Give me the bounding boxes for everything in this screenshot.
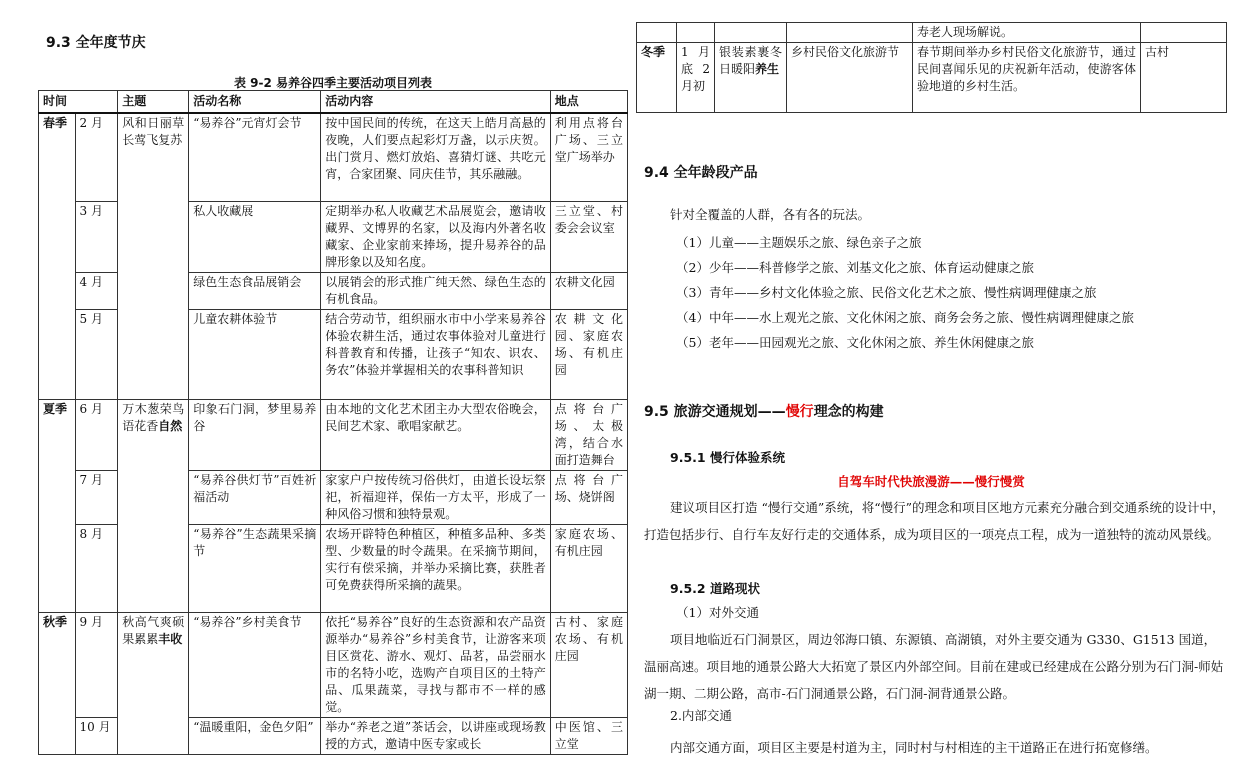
table-caption: 表 9-2 易养谷四季主要活动项目列表 (233, 76, 433, 90)
table-row (39, 113, 628, 201)
internal-traffic-body: 内部交通方面，项目区主要是村道为主，同时村与村相连的主干道路正在进行拓宽修缮。 (670, 740, 1158, 755)
title-highlight: 慢行 (785, 404, 814, 420)
month-cell: 2 月 (75, 113, 118, 201)
theme-winter-text: 银装素裹冬日暖阳 (719, 45, 782, 76)
month-cell: 8 月 (75, 524, 118, 612)
place-cell: 三立堂、村委会会议室 (550, 201, 627, 272)
place-cell: 点将台广场、太极湾，结合水面打造舞台 (550, 399, 627, 470)
season-spring: 春季 (39, 113, 76, 399)
title-pre: 9.5 旅游交通规划—— (644, 404, 786, 420)
activity-content-cell: 家家户户按传统习俗供灯，由道长设坛祭祀，祈福迎祥，保佑一方太平，形成了一种风俗习惯和独特景观。 (321, 470, 551, 524)
activity-content-cell: 春节期间举办乡村民俗文化旅游节，通过民间喜闻乐见的庆祝新年活动，使游客体验地道的乡村生活。 (913, 43, 1141, 113)
sec951-body: 建议项目区打造 “慢行交通”系统，将“慢行”的理念和项目区地方元素充分融合到交通系统的设计中，打造包括步行、自行车友好行走的交通体系，成为项目区的一项亮点工程，成为一道独特的流动风景线。 (644, 500, 1225, 542)
place-cell: 家庭农场、有机庄园 (550, 524, 627, 612)
sec94-intro: 针对全覆盖的人群，各有各的玩法。 (670, 207, 871, 222)
place-cell: 农耕文化园、家庭农场、有机庄园 (550, 309, 627, 399)
place-cell: 古村 (1141, 43, 1227, 113)
table-row (637, 23, 1227, 43)
header-theme: 主题 (118, 91, 189, 114)
activity-content-cell: 依托“易养谷”良好的生态资源和农产品资源举办“易养谷”乡村美食节，让游客来项目区赏花、游水、观灯、品茗，品尝丽水市的名特小吃，选购产自项目区的土特产品、瓜果蔬菜，寻找与都市不一样的感觉。 (321, 612, 551, 717)
title-post: 理念的构建 (813, 404, 884, 420)
place-cell: 点将台广场、烧饼阁 (550, 470, 627, 524)
activity-name-cell: “易养谷”乡村美食节 (189, 612, 321, 717)
theme-autumn-bold: 丰收 (158, 631, 183, 646)
theme-summer-bold: 自然 (158, 418, 183, 433)
list-item: （4）中年——水上观光之旅、文化休闲之旅、商务会务之旅、慢性病调理健康之旅 (676, 310, 1134, 325)
activity-name-cell: 私人收藏展 (189, 201, 321, 272)
list-item: （2）少年——科普修学之旅、刘基文化之旅、体育运动健康之旅 (676, 260, 1034, 275)
activity-content-cell: 由本地的文化艺术团主办大型农俗晚会，民间艺术家、歌唱家献艺。 (321, 399, 551, 470)
list-item: （3）青年——乡村文化体验之旅、民俗文化艺术之旅、慢性病调理健康之旅 (676, 285, 1097, 300)
list-item: （1）儿童——主题娱乐之旅、绿色亲子之旅 (676, 235, 922, 250)
header-activity-name: 活动名称 (189, 91, 321, 114)
activity-name-cell: 印象石门洞，梦里易养谷 (189, 399, 321, 470)
activity-content-cell: 以展销会的形式推广纯天然、绿色生态的有机食品。 (321, 272, 551, 309)
place-cell: 农耕文化园 (550, 272, 627, 309)
season-summer: 夏季 (39, 399, 76, 612)
activity-name-cell: “易养谷供灯节”百姓祈福活动 (189, 470, 321, 524)
header-activity-content: 活动内容 (321, 91, 551, 114)
activity-name-cell: “温暖重阳，金色夕阳” (189, 717, 321, 754)
activity-name-cell: “易养谷”生态蔬果采摘节 (189, 524, 321, 612)
month-cell: 5 月 (75, 309, 118, 399)
theme-autumn (118, 612, 189, 754)
internal-traffic-label: 2.内部交通 (670, 708, 732, 723)
theme-winter-bold: 养生 (755, 62, 780, 76)
theme-autumn-text: 秋高气爽硕果累累 (122, 614, 185, 646)
month-cell: 7 月 (75, 470, 118, 524)
external-traffic-label: （1）对外交通 (676, 605, 759, 620)
activity-name-cell: “易养谷”元宵灯会节 (189, 113, 321, 201)
theme-spring: 风和日丽草长莺飞复苏 (118, 113, 189, 399)
theme-winter (715, 43, 787, 113)
activity-content-cell: 寿老人现场解说。 (913, 23, 1141, 43)
external-traffic-body: 项目地临近石门洞景区，周边邻海口镇、东源镇、高湖镇，对外主要交通为 G330、G1513 国道，温丽高速。项目地的通景公路大大拓宽了景区内外部空间。目前在建或已经建成在公路分别为石门洞-师姑湖一期、二期公路，高市-石门洞通景公路，石门洞-洞背通景公路。 (644, 632, 1224, 701)
month-cell: 9 月 (75, 612, 118, 717)
activity-content-cell: 结合劳动节，组织丽水市中小学来易养谷体验农耕生活，通过农事体验对儿童进行科普教育和传播，让孩子“知农、识农、务农”体验并掌握相关的农事科普知识 (321, 309, 551, 399)
activity-name-cell: 儿童农耕体验节 (189, 309, 321, 399)
activity-table-continued (636, 22, 1227, 113)
table-row (637, 43, 1227, 113)
table-header-row (39, 91, 628, 114)
activity-content-cell: 农场开辟特色种植区，种植多品种、多类型、少数量的时令蔬果。在采摘节期间，实行有偿采摘，并举办采摘比赛，获胜者可免费获得所采摘的蔬果。 (321, 524, 551, 612)
place-cell: 中医馆、三立堂 (550, 717, 627, 754)
section-title-9-4: 9.4 全年龄段产品 (644, 165, 758, 181)
subsection-title-9-5-1: 9.5.1 慢行体验系统 (670, 450, 785, 465)
activity-name-cell: 乡村民俗文化旅游节 (787, 43, 913, 113)
table-row (39, 399, 628, 470)
activity-table (38, 90, 628, 755)
month-cell: 3 月 (75, 201, 118, 272)
slogan: 自驾车时代快旅漫游——慢行慢赏 (837, 474, 1025, 489)
season-winter: 冬季 (637, 43, 677, 113)
activity-content-cell: 按中国民间的传统，在这天上皓月高悬的夜晚，人们要点起彩灯万盏，以示庆贺。出门赏月、燃灯放焰、喜猜灯谜、共吃元宵，合家团聚、同庆佳节，其乐融融。 (321, 113, 551, 201)
section-title-9-5 (644, 401, 884, 421)
month-cell: 6 月 (75, 399, 118, 470)
month-cell: 4 月 (75, 272, 118, 309)
activity-name-cell: 绿色生态食品展销会 (189, 272, 321, 309)
age-group-list (676, 230, 1134, 355)
place-cell: 利用点将台广场、三立堂广场举办 (550, 113, 627, 201)
subsection-title-9-5-2: 9.5.2 道路现状 (670, 581, 760, 596)
activity-content-cell: 定期举办私人收藏艺术品展览会，邀请收藏界、文博界的名家，以及海内外著名收藏家、企业家前来捧场，提升易养谷的品牌形象以及知名度。 (321, 201, 551, 272)
season-autumn: 秋季 (39, 612, 76, 754)
header-place: 地点 (550, 91, 627, 114)
theme-summer (118, 399, 189, 612)
section-title-9-3: 9.3 全年度节庆 (46, 35, 146, 51)
theme-summer-text: 万木葱荣鸟语花香 (122, 401, 185, 433)
month-cell: 1 月底 2 月初 (677, 43, 715, 113)
place-cell: 古村、家庭农场、有机庄园 (550, 612, 627, 717)
list-item: （5）老年——田园观光之旅、文化休闲之旅、养生休闲健康之旅 (676, 335, 1034, 350)
header-time: 时间 (39, 91, 118, 114)
month-cell: 10 月 (75, 717, 118, 754)
activity-content-cell: 举办“养老之道”茶话会，以讲座或现场教授的方式，邀请中医专家或长 (321, 717, 551, 754)
table-row (39, 612, 628, 717)
